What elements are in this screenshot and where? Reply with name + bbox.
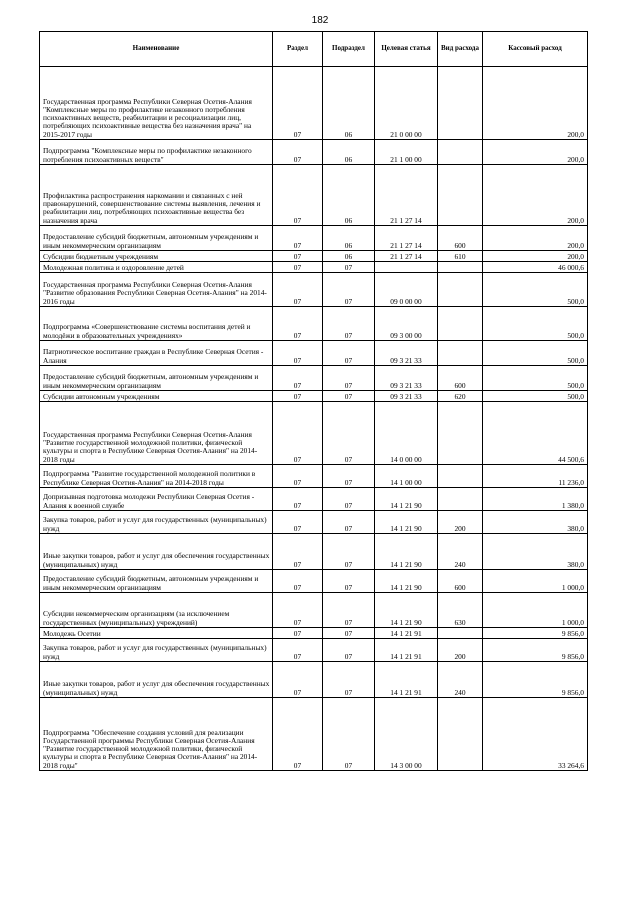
row-section: 07 xyxy=(273,341,323,366)
row-section: 07 xyxy=(273,67,323,140)
row-amount: 1 380,0 xyxy=(483,488,588,511)
row-article: 09 3 21 33 xyxy=(375,366,438,391)
table-row xyxy=(40,366,588,391)
row-section: 07 xyxy=(273,140,323,165)
row-type xyxy=(438,140,483,165)
row-name: Допризывная подготовка молодежи Республики Северная Осетия - Алания к военной службе xyxy=(40,488,273,511)
header-type: Вид расхода xyxy=(438,32,483,67)
row-amount: 9 856,0 xyxy=(483,639,588,662)
row-section: 07 xyxy=(273,251,323,262)
header-row xyxy=(40,32,588,67)
header-section: Раздел xyxy=(273,32,323,67)
row-name: Предоставление субсидий бюджетным, автономным учреждениям и иным некоммерческим организациям xyxy=(40,366,273,391)
row-type xyxy=(438,402,483,465)
row-section: 07 xyxy=(273,273,323,307)
table-row xyxy=(40,226,588,251)
row-amount: 200,0 xyxy=(483,140,588,165)
table-row xyxy=(40,251,588,262)
row-article: 14 3 00 00 xyxy=(375,698,438,771)
row-name: Молодежь Осетии xyxy=(40,628,273,639)
row-section: 07 xyxy=(273,391,323,402)
row-article: 14 1 21 90 xyxy=(375,570,438,593)
row-amount: 380,0 xyxy=(483,511,588,534)
row-type xyxy=(438,488,483,511)
row-amount: 200,0 xyxy=(483,226,588,251)
row-type xyxy=(438,262,483,273)
row-article xyxy=(375,262,438,273)
table-row xyxy=(40,698,588,771)
row-name: Государственная программа Республики Северная Осетия-Алания "Развитие образования Республики Северная Осетия-Алания" на 2014-2016 годы xyxy=(40,273,273,307)
table-row xyxy=(40,262,588,273)
row-type xyxy=(438,307,483,341)
row-amount: 500,0 xyxy=(483,366,588,391)
table-row xyxy=(40,593,588,628)
row-type: 600 xyxy=(438,570,483,593)
row-name: Предоставление субсидий бюджетным, автономным учреждениям и иным некоммерческим организациям xyxy=(40,226,273,251)
row-type xyxy=(438,165,483,226)
row-name: Иные закупки товаров, работ и услуг для обеспечения государственных (муниципальных) нужд xyxy=(40,662,273,698)
row-subsection: 06 xyxy=(323,251,375,262)
row-name: Субсидии автономным учреждениям xyxy=(40,391,273,402)
row-section: 07 xyxy=(273,165,323,226)
row-type: 600 xyxy=(438,366,483,391)
row-section: 07 xyxy=(273,366,323,391)
row-type: 610 xyxy=(438,251,483,262)
row-name: Государственная программа Республики Северная Осетия-Алания "Комплексные меры по профилактике незаконного потребления психоактивных веществ, реабилитации и ресоциализации лиц, потребляющих психоактивные вещества без назначения врача" на 2015-2017 годы xyxy=(40,67,273,140)
row-article: 21 1 27 14 xyxy=(375,165,438,226)
row-subsection: 07 xyxy=(323,465,375,488)
row-amount: 200,0 xyxy=(483,165,588,226)
row-subsection: 07 xyxy=(323,307,375,341)
row-section: 07 xyxy=(273,226,323,251)
table-row xyxy=(40,67,588,140)
row-name: Патриотическое воспитание граждан в Республике Северная Осетия - Алания xyxy=(40,341,273,366)
row-name: Закупка товаров, работ и услуг для государственных (муниципальных) нужд xyxy=(40,639,273,662)
row-amount: 44 500,6 xyxy=(483,402,588,465)
row-subsection: 07 xyxy=(323,341,375,366)
row-amount: 500,0 xyxy=(483,391,588,402)
row-subsection: 06 xyxy=(323,226,375,251)
row-name: Профилактика распространения наркомании и связанных с ней правонарушений, совершенствование системы выявления, лечения и реабилитации лиц, потребляющих психоактивные вещества без назначения врача xyxy=(40,165,273,226)
page-number: 182 xyxy=(311,15,329,26)
row-type xyxy=(438,273,483,307)
row-subsection: 07 xyxy=(323,262,375,273)
row-type: 240 xyxy=(438,534,483,570)
row-subsection: 07 xyxy=(323,273,375,307)
row-section: 07 xyxy=(273,570,323,593)
row-amount: 11 236,0 xyxy=(483,465,588,488)
table-row xyxy=(40,465,588,488)
row-article: 14 1 21 91 xyxy=(375,662,438,698)
row-type: 200 xyxy=(438,639,483,662)
row-section: 07 xyxy=(273,698,323,771)
row-article: 09 3 21 33 xyxy=(375,391,438,402)
row-section: 07 xyxy=(273,639,323,662)
row-section: 07 xyxy=(273,511,323,534)
row-article: 21 0 00 00 xyxy=(375,67,438,140)
table-row xyxy=(40,639,588,662)
row-subsection: 07 xyxy=(323,570,375,593)
row-amount: 1 000,0 xyxy=(483,570,588,593)
row-amount: 380,0 xyxy=(483,534,588,570)
row-section: 07 xyxy=(273,262,323,273)
row-name: Закупка товаров, работ и услуг для государственных (муниципальных) нужд xyxy=(40,511,273,534)
row-subsection: 07 xyxy=(323,534,375,570)
row-type xyxy=(438,341,483,366)
row-type: 620 xyxy=(438,391,483,402)
row-article: 09 3 21 33 xyxy=(375,341,438,366)
row-name: Субсидии некоммерческим организациям (за исключением государственных (муниципальных) учреждений) xyxy=(40,593,273,628)
row-article: 14 1 00 00 xyxy=(375,465,438,488)
header-amount: Кассовый расход xyxy=(483,32,588,67)
row-name: Государственная программа Республики Северная Осетия-Алания "Развитие государственной молодежной политики, физической культуры и спорта в Республике Северная Осетия-Алания" на 2014-2018 годы xyxy=(40,402,273,465)
row-name: Подпрограмма "Комплексные меры по профилактике незаконного потребления психоактивных веществ" xyxy=(40,140,273,165)
row-article: 14 0 00 00 xyxy=(375,402,438,465)
row-type xyxy=(438,628,483,639)
table-row xyxy=(40,341,588,366)
row-type xyxy=(438,465,483,488)
row-section: 07 xyxy=(273,307,323,341)
row-type: 630 xyxy=(438,593,483,628)
row-amount: 500,0 xyxy=(483,341,588,366)
row-subsection: 06 xyxy=(323,67,375,140)
row-type: 200 xyxy=(438,511,483,534)
table-row xyxy=(40,140,588,165)
row-section: 07 xyxy=(273,534,323,570)
row-article: 14 1 21 90 xyxy=(375,534,438,570)
table-row xyxy=(40,511,588,534)
row-section: 07 xyxy=(273,402,323,465)
row-amount: 46 000,6 xyxy=(483,262,588,273)
budget-table xyxy=(39,31,588,771)
row-article: 21 1 27 14 xyxy=(375,251,438,262)
row-subsection: 07 xyxy=(323,639,375,662)
header-article: Целевая статья xyxy=(375,32,438,67)
row-section: 07 xyxy=(273,593,323,628)
row-subsection: 07 xyxy=(323,662,375,698)
table-row xyxy=(40,307,588,341)
row-name: Подпрограмма «Совершенствование системы воспитания детей и молодёжи в образовательных учреждениях» xyxy=(40,307,273,341)
row-article: 21 1 27 14 xyxy=(375,226,438,251)
row-article: 14 1 21 90 xyxy=(375,593,438,628)
row-article: 14 1 21 90 xyxy=(375,511,438,534)
row-subsection: 07 xyxy=(323,402,375,465)
row-amount: 200,0 xyxy=(483,251,588,262)
row-name: Субсидии бюджетным учреждениям xyxy=(40,251,273,262)
row-amount: 9 856,0 xyxy=(483,662,588,698)
row-amount: 9 856,0 xyxy=(483,628,588,639)
table-row xyxy=(40,662,588,698)
row-article: 09 3 00 00 xyxy=(375,307,438,341)
row-section: 07 xyxy=(273,488,323,511)
table-row xyxy=(40,628,588,639)
table-row xyxy=(40,165,588,226)
row-amount: 33 264,6 xyxy=(483,698,588,771)
table-row xyxy=(40,273,588,307)
row-name: Подпрограмма "Обеспечение создания условий для реализации Государственной программы Республики Северная Осетия-Алания "Развитие государственной молодежной политики, физической культуры и спорта в Республике Северная Осетия-Алания" на 2014-2018 годы" xyxy=(40,698,273,771)
row-amount: 1 000,0 xyxy=(483,593,588,628)
row-subsection: 07 xyxy=(323,488,375,511)
row-name: Подпрограмма "Развитие государственной молодежной политики в Республике Северная Осетия-Алания" на 2014-2018 годы xyxy=(40,465,273,488)
row-type: 240 xyxy=(438,662,483,698)
row-subsection: 07 xyxy=(323,366,375,391)
header-subsection: Подраздел xyxy=(323,32,375,67)
row-amount: 200,0 xyxy=(483,67,588,140)
row-subsection: 07 xyxy=(323,391,375,402)
row-subsection: 07 xyxy=(323,593,375,628)
row-article: 09 0 00 00 xyxy=(375,273,438,307)
header-name: Наименование xyxy=(40,32,273,67)
row-type xyxy=(438,698,483,771)
row-article: 21 1 00 00 xyxy=(375,140,438,165)
row-subsection: 07 xyxy=(323,628,375,639)
row-amount: 500,0 xyxy=(483,307,588,341)
row-type xyxy=(438,67,483,140)
table-row xyxy=(40,402,588,465)
row-subsection: 07 xyxy=(323,698,375,771)
table-row xyxy=(40,391,588,402)
row-amount: 500,0 xyxy=(483,273,588,307)
table-row xyxy=(40,534,588,570)
row-subsection: 06 xyxy=(323,165,375,226)
row-section: 07 xyxy=(273,662,323,698)
row-name: Иные закупки товаров, работ и услуг для обеспечения государственных (муниципальных) нужд xyxy=(40,534,273,570)
table-row xyxy=(40,570,588,593)
row-subsection: 07 xyxy=(323,511,375,534)
row-article: 14 1 21 91 xyxy=(375,639,438,662)
row-section: 07 xyxy=(273,465,323,488)
row-section: 07 xyxy=(273,628,323,639)
table-row xyxy=(40,488,588,511)
row-name: Молодежная политика и оздоровление детей xyxy=(40,262,273,273)
row-subsection: 06 xyxy=(323,140,375,165)
row-type: 600 xyxy=(438,226,483,251)
row-name: Предоставление субсидий бюджетным, автономным учреждениям и иным некоммерческим организациям xyxy=(40,570,273,593)
row-article: 14 1 21 90 xyxy=(375,488,438,511)
row-article: 14 1 21 91 xyxy=(375,628,438,639)
